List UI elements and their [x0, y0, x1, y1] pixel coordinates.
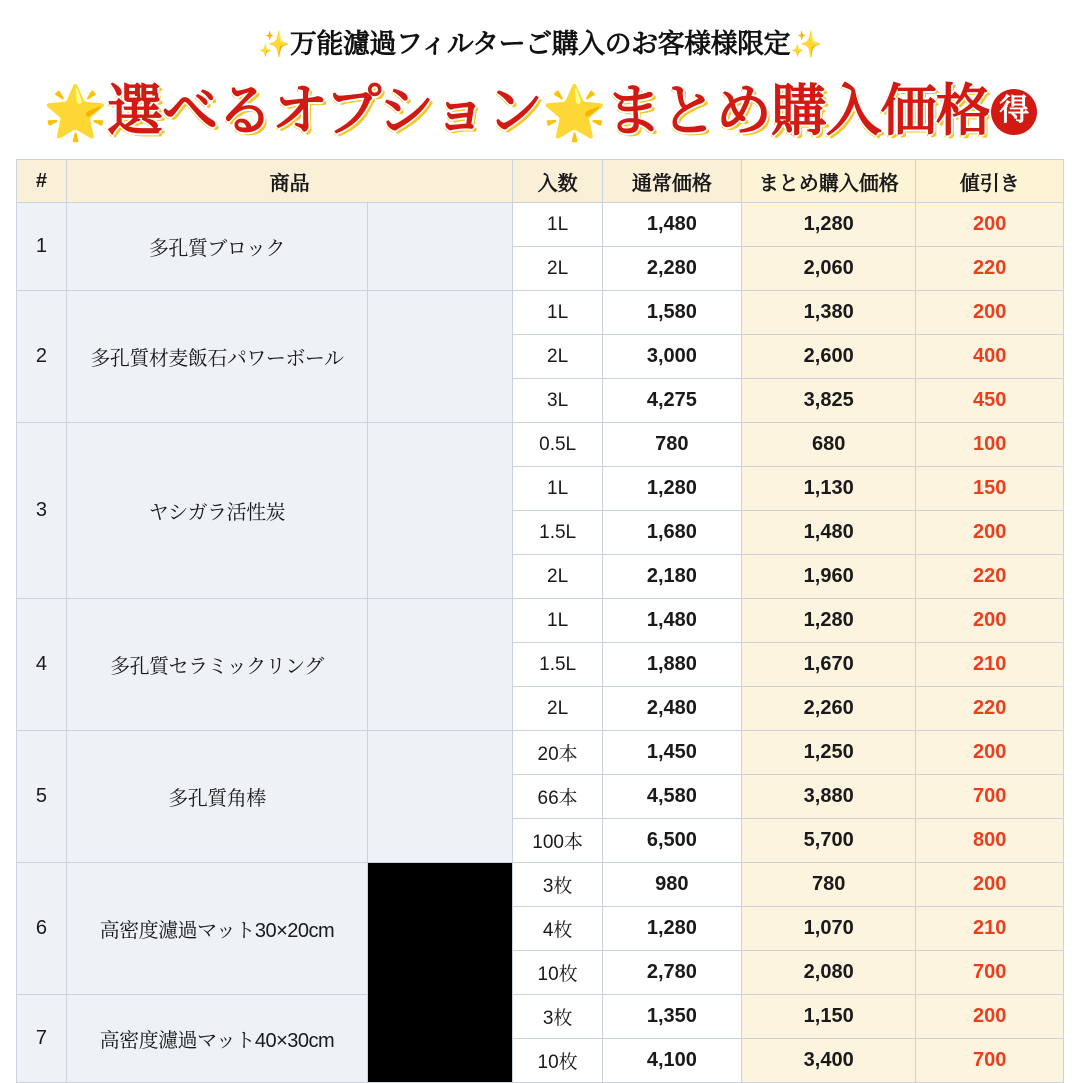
variant-quantity: 1.5L — [513, 643, 602, 687]
variant-bulk-price: 1,250 — [741, 731, 916, 775]
product-image — [368, 731, 513, 863]
row-number: 2 — [17, 291, 67, 423]
row-number: 4 — [17, 599, 67, 731]
promo-subtitle-text: 万能濾過フィルターご購入のお客様様限定 — [289, 29, 791, 59]
table-row — [17, 599, 1064, 643]
variant-bulk-price: 2,080 — [741, 951, 916, 995]
variant-bulk-price: 1,280 — [741, 203, 916, 247]
variant-normal-price: 1,580 — [602, 291, 741, 335]
variant-normal-price: 980 — [602, 863, 741, 907]
product-image — [368, 203, 513, 291]
variant-discount: 200 — [916, 511, 1064, 555]
variant-discount: 220 — [916, 247, 1064, 291]
variant-quantity: 3枚 — [513, 863, 602, 907]
table-row — [17, 203, 1064, 247]
variant-discount: 150 — [916, 467, 1064, 511]
variant-bulk-price: 3,400 — [741, 1039, 916, 1083]
table-row — [17, 291, 1064, 335]
variant-bulk-price: 1,960 — [741, 555, 916, 599]
variant-bulk-price: 1,130 — [741, 467, 916, 511]
variant-normal-price: 1,350 — [602, 995, 741, 1039]
row-number: 3 — [17, 423, 67, 599]
promo-subtitle — [16, 0, 1064, 61]
header-discount: 値引き — [916, 160, 1064, 203]
variant-discount: 200 — [916, 995, 1064, 1039]
variant-normal-price: 780 — [602, 423, 741, 467]
table-header — [17, 160, 1064, 203]
product-name: 多孔質セラミックリング — [66, 599, 367, 731]
table-row — [17, 731, 1064, 775]
variant-discount: 200 — [916, 291, 1064, 335]
sparkle-icon-right: ✨ — [790, 29, 822, 59]
variant-quantity: 4枚 — [513, 907, 602, 951]
variant-quantity: 2L — [513, 335, 602, 379]
variant-quantity: 66本 — [513, 775, 602, 819]
variant-discount: 700 — [916, 951, 1064, 995]
variant-bulk-price: 5,700 — [741, 819, 916, 863]
table-row — [17, 863, 1064, 907]
row-number: 7 — [17, 995, 67, 1083]
variant-bulk-price: 1,480 — [741, 511, 916, 555]
variant-normal-price: 2,480 — [602, 687, 741, 731]
variant-normal-price: 1,480 — [602, 599, 741, 643]
variant-bulk-price: 3,880 — [741, 775, 916, 819]
header-number: # — [17, 160, 67, 203]
variant-bulk-price: 1,150 — [741, 995, 916, 1039]
variant-bulk-price: 1,280 — [741, 599, 916, 643]
page-title — [16, 67, 1064, 147]
variant-bulk-price: 1,380 — [741, 291, 916, 335]
variant-quantity: 2L — [513, 247, 602, 291]
variant-normal-price: 1,680 — [602, 511, 741, 555]
variant-normal-price: 3,000 — [602, 335, 741, 379]
variant-quantity: 2L — [513, 555, 602, 599]
variant-quantity: 2L — [513, 687, 602, 731]
table-row — [17, 423, 1064, 467]
variant-normal-price: 1,280 — [602, 467, 741, 511]
variant-normal-price: 1,480 — [602, 203, 741, 247]
product-image — [368, 863, 513, 1083]
variant-bulk-price: 1,670 — [741, 643, 916, 687]
product-name: 多孔質角棒 — [66, 731, 367, 863]
variant-discount: 700 — [916, 1039, 1064, 1083]
variant-normal-price: 4,100 — [602, 1039, 741, 1083]
header-quantity: 入数 — [513, 160, 602, 203]
variant-normal-price: 2,280 — [602, 247, 741, 291]
variant-discount: 200 — [916, 599, 1064, 643]
discount-badge: 得 — [991, 89, 1037, 135]
variant-discount: 210 — [916, 643, 1064, 687]
title-part-options: 選べるオプション — [107, 79, 542, 142]
product-name: 多孔質ブロック — [66, 203, 367, 291]
variant-bulk-price: 2,260 — [741, 687, 916, 731]
variant-discount: 450 — [916, 379, 1064, 423]
variant-quantity: 1L — [513, 599, 602, 643]
variant-quantity: 3枚 — [513, 995, 602, 1039]
header-normal-price: 通常価格 — [602, 160, 741, 203]
table-body — [17, 203, 1064, 1083]
variant-normal-price: 2,780 — [602, 951, 741, 995]
price-table — [16, 159, 1064, 1083]
variant-normal-price: 1,450 — [602, 731, 741, 775]
table-row — [17, 995, 1064, 1039]
variant-normal-price: 4,580 — [602, 775, 741, 819]
variant-discount: 210 — [916, 907, 1064, 951]
variant-bulk-price: 1,070 — [741, 907, 916, 951]
variant-bulk-price: 780 — [741, 863, 916, 907]
variant-normal-price: 6,500 — [602, 819, 741, 863]
variant-quantity: 0.5L — [513, 423, 602, 467]
star-icon-left: 🌟 — [43, 84, 108, 142]
sparkle-icon-left: ✨ — [257, 29, 290, 59]
product-name: ヤシガラ活性炭 — [66, 423, 367, 599]
variant-discount: 400 — [916, 335, 1064, 379]
variant-discount: 800 — [916, 819, 1064, 863]
product-image — [368, 291, 513, 423]
title-part-bulk-price: まとめ購入価格 — [605, 79, 991, 142]
variant-discount: 700 — [916, 775, 1064, 819]
variant-normal-price: 1,880 — [602, 643, 741, 687]
variant-quantity: 1.5L — [513, 511, 602, 555]
variant-discount: 200 — [916, 731, 1064, 775]
variant-quantity: 3L — [513, 379, 602, 423]
variant-bulk-price: 680 — [741, 423, 916, 467]
star-icon-mid: 🌟 — [541, 84, 606, 142]
variant-quantity: 1L — [513, 203, 602, 247]
variant-discount: 200 — [916, 863, 1064, 907]
variant-discount: 220 — [916, 555, 1064, 599]
variant-quantity: 10枚 — [513, 1039, 602, 1083]
product-name: 高密度濾過マット30×20cm — [66, 863, 367, 995]
variant-bulk-price: 2,600 — [741, 335, 916, 379]
variant-quantity: 1L — [513, 467, 602, 511]
product-image — [368, 599, 513, 731]
product-image — [368, 423, 513, 599]
variant-quantity: 1L — [513, 291, 602, 335]
variant-quantity: 100本 — [513, 819, 602, 863]
variant-bulk-price: 3,825 — [741, 379, 916, 423]
variant-quantity: 20本 — [513, 731, 602, 775]
variant-normal-price: 2,180 — [602, 555, 741, 599]
variant-bulk-price: 2,060 — [741, 247, 916, 291]
row-number: 5 — [17, 731, 67, 863]
variant-quantity: 10枚 — [513, 951, 602, 995]
header-product: 商品 — [66, 160, 513, 203]
variant-normal-price: 1,280 — [602, 907, 741, 951]
variant-normal-price: 4,275 — [602, 379, 741, 423]
row-number: 1 — [17, 203, 67, 291]
product-name: 高密度濾過マット40×30cm — [66, 995, 367, 1083]
row-number: 6 — [17, 863, 67, 995]
header-bulk-price: まとめ購入価格 — [741, 160, 916, 203]
variant-discount: 220 — [916, 687, 1064, 731]
product-name: 多孔質材麦飯石パワーボール — [66, 291, 367, 423]
variant-discount: 200 — [916, 203, 1064, 247]
variant-discount: 100 — [916, 423, 1064, 467]
